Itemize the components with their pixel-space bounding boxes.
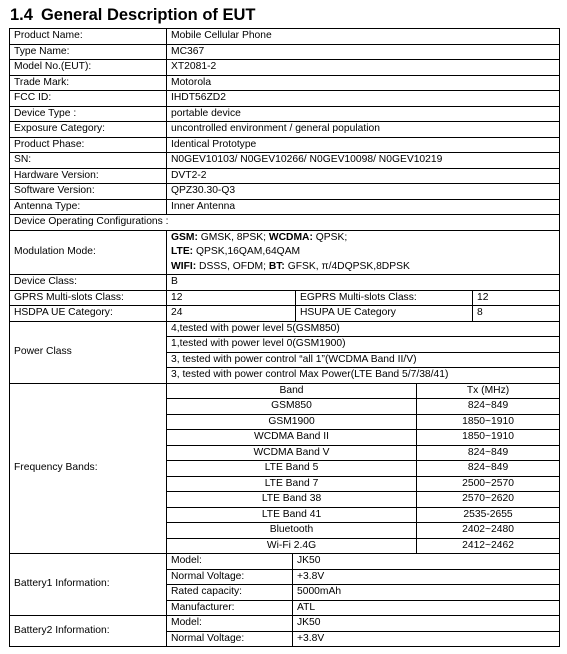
field-value: 12 bbox=[167, 290, 296, 306]
modulation-label: Modulation Mode: bbox=[10, 230, 167, 275]
field-value: MC367 bbox=[167, 44, 560, 60]
section-number: 1.4 bbox=[10, 6, 33, 24]
modulation-schemes: QPSK; bbox=[312, 231, 348, 243]
field-value: 24 bbox=[167, 306, 296, 322]
power-class-line: 4,tested with power level 5(GSM850) bbox=[167, 321, 560, 337]
field-label: GPRS Multi-slots Class: bbox=[10, 290, 167, 306]
modulation-value bbox=[167, 230, 560, 275]
tx-range: 1850~1910 bbox=[417, 414, 560, 430]
field-value: uncontrolled environment / general population bbox=[167, 122, 560, 138]
field-label: Type Name: bbox=[10, 44, 167, 60]
modulation-tech: BT: bbox=[268, 260, 285, 272]
spec-row bbox=[10, 275, 560, 291]
battery-field-label: Normal Voltage: bbox=[167, 631, 293, 647]
spec-row bbox=[10, 60, 560, 76]
battery-field-label: Manufacturer: bbox=[167, 600, 293, 616]
spec-row bbox=[10, 106, 560, 122]
modulation-tech: WCDMA: bbox=[268, 231, 313, 243]
spec-row bbox=[10, 306, 560, 322]
band-name: WCDMA Band II bbox=[167, 430, 417, 446]
frequency-label: Frequency Bands: bbox=[10, 383, 167, 554]
spec-row bbox=[10, 91, 560, 107]
battery-field-label: Rated capacity: bbox=[167, 585, 293, 601]
band-name: WCDMA Band V bbox=[167, 445, 417, 461]
field-value: DVT2-2 bbox=[167, 168, 560, 184]
tx-range: 2412~2462 bbox=[417, 538, 560, 554]
battery-field-value: ATL bbox=[293, 600, 560, 616]
battery-field-value: 5000mAh bbox=[293, 585, 560, 601]
spec-row bbox=[10, 199, 560, 215]
field-label: Trade Mark: bbox=[10, 75, 167, 91]
eut-spec-table bbox=[9, 28, 560, 647]
battery-field-label: Model: bbox=[167, 616, 293, 632]
field-value: Inner Antenna bbox=[167, 199, 560, 215]
battery-row bbox=[10, 554, 560, 570]
tx-range: 2570~2620 bbox=[417, 492, 560, 508]
modulation-schemes: GMSK, 8PSK; bbox=[197, 231, 269, 243]
modulation-line bbox=[171, 231, 555, 246]
modulation-line bbox=[171, 260, 555, 275]
frequency-header-row bbox=[10, 383, 560, 399]
column-header-band: Band bbox=[167, 383, 417, 399]
field-label: HSUPA UE Category bbox=[296, 306, 473, 322]
tx-range: 2500~2570 bbox=[417, 476, 560, 492]
section-heading bbox=[10, 6, 255, 25]
tx-range: 824~849 bbox=[417, 445, 560, 461]
modulation-tech: LTE: bbox=[171, 246, 194, 257]
spec-row bbox=[10, 75, 560, 91]
band-name: GSM1900 bbox=[167, 414, 417, 430]
spec-row bbox=[10, 290, 560, 306]
band-name: GSM850 bbox=[167, 399, 417, 415]
field-value: Mobile Cellular Phone bbox=[167, 29, 560, 45]
spec-row bbox=[10, 153, 560, 169]
tx-range: 1850~1910 bbox=[417, 430, 560, 446]
modulation-line bbox=[171, 245, 555, 260]
field-value: B bbox=[167, 275, 560, 291]
spec-row bbox=[10, 230, 560, 275]
battery-field-value: JK50 bbox=[293, 616, 560, 632]
modulation-schemes: DSSS, OFDM; bbox=[196, 260, 269, 272]
band-name: LTE Band 5 bbox=[167, 461, 417, 477]
power-class-line: 1,tested with power level 0(GSM1900) bbox=[167, 337, 560, 353]
band-name: LTE Band 7 bbox=[167, 476, 417, 492]
field-label: FCC ID: bbox=[10, 91, 167, 107]
power-class-label: Power Class bbox=[10, 321, 167, 383]
field-label: Exposure Category: bbox=[10, 122, 167, 138]
band-name: LTE Band 41 bbox=[167, 507, 417, 523]
field-value: Motorola bbox=[167, 75, 560, 91]
section-title: General Description of EUT bbox=[40, 6, 256, 24]
tx-range: 824~849 bbox=[417, 399, 560, 415]
field-label: Software Version: bbox=[10, 184, 167, 200]
field-label: Device Class: bbox=[10, 275, 167, 291]
field-label: Product Phase: bbox=[10, 137, 167, 153]
spec-row bbox=[10, 122, 560, 138]
field-value: 12 bbox=[473, 290, 560, 306]
spec-row bbox=[10, 168, 560, 184]
field-label: HSDPA UE Category: bbox=[10, 306, 167, 322]
spec-row bbox=[10, 137, 560, 153]
field-label: Antenna Type: bbox=[10, 199, 167, 215]
modulation-schemes: QPSK,16QAM,64QAM bbox=[193, 246, 301, 257]
battery-field-label: Model: bbox=[167, 554, 293, 570]
battery-row bbox=[10, 616, 560, 632]
power-class-row bbox=[10, 321, 560, 337]
tx-range: 2402~2480 bbox=[417, 523, 560, 539]
battery-label: Battery2 Information: bbox=[10, 616, 167, 647]
field-value: QPZ30.30-Q3 bbox=[167, 184, 560, 200]
battery-field-value: +3.8V bbox=[293, 569, 560, 585]
field-label: Hardware Version: bbox=[10, 168, 167, 184]
field-value: portable device bbox=[167, 106, 560, 122]
field-label: Product Name: bbox=[10, 29, 167, 45]
field-value: N0GEV10103/ N0GEV10266/ N0GEV10098/ N0GEV10219 bbox=[167, 153, 560, 169]
band-name: Bluetooth bbox=[167, 523, 417, 539]
device-config-label: Device Operating Configurations : bbox=[10, 215, 560, 231]
spec-row bbox=[10, 215, 560, 231]
modulation-schemes: GFSK, π/4DQPSK,8DPSK bbox=[284, 260, 410, 272]
modulation-tech: WIFI: bbox=[171, 260, 197, 272]
band-name: LTE Band 38 bbox=[167, 492, 417, 508]
spec-row bbox=[10, 184, 560, 200]
spec-row bbox=[10, 44, 560, 60]
field-label: Device Type : bbox=[10, 106, 167, 122]
spec-row bbox=[10, 29, 560, 45]
field-label: EGPRS Multi-slots Class: bbox=[296, 290, 473, 306]
battery-field-value: +3.8V bbox=[293, 631, 560, 647]
field-value: IHDT56ZD2 bbox=[167, 91, 560, 107]
field-label: Model No.(EUT): bbox=[10, 60, 167, 76]
field-label: SN: bbox=[10, 153, 167, 169]
tx-range: 2535-2655 bbox=[417, 507, 560, 523]
modulation-tech: GSM: bbox=[171, 231, 198, 243]
column-header-tx: Tx (MHz) bbox=[417, 383, 560, 399]
spec-table-body bbox=[10, 29, 560, 647]
tx-range: 824~849 bbox=[417, 461, 560, 477]
battery-field-label: Normal Voltage: bbox=[167, 569, 293, 585]
field-value: Identical Prototype bbox=[167, 137, 560, 153]
battery-field-value: JK50 bbox=[293, 554, 560, 570]
field-value: XT2081-2 bbox=[167, 60, 560, 76]
battery-label: Battery1 Information: bbox=[10, 554, 167, 616]
band-name: Wi-Fi 2.4G bbox=[167, 538, 417, 554]
field-value: 8 bbox=[473, 306, 560, 322]
power-class-line: 3, tested with power control Max Power(LTE Band 5/7/38/41) bbox=[167, 368, 560, 384]
power-class-line: 3, tested with power control “all 1”(WCDMA Band II/V) bbox=[167, 352, 560, 368]
